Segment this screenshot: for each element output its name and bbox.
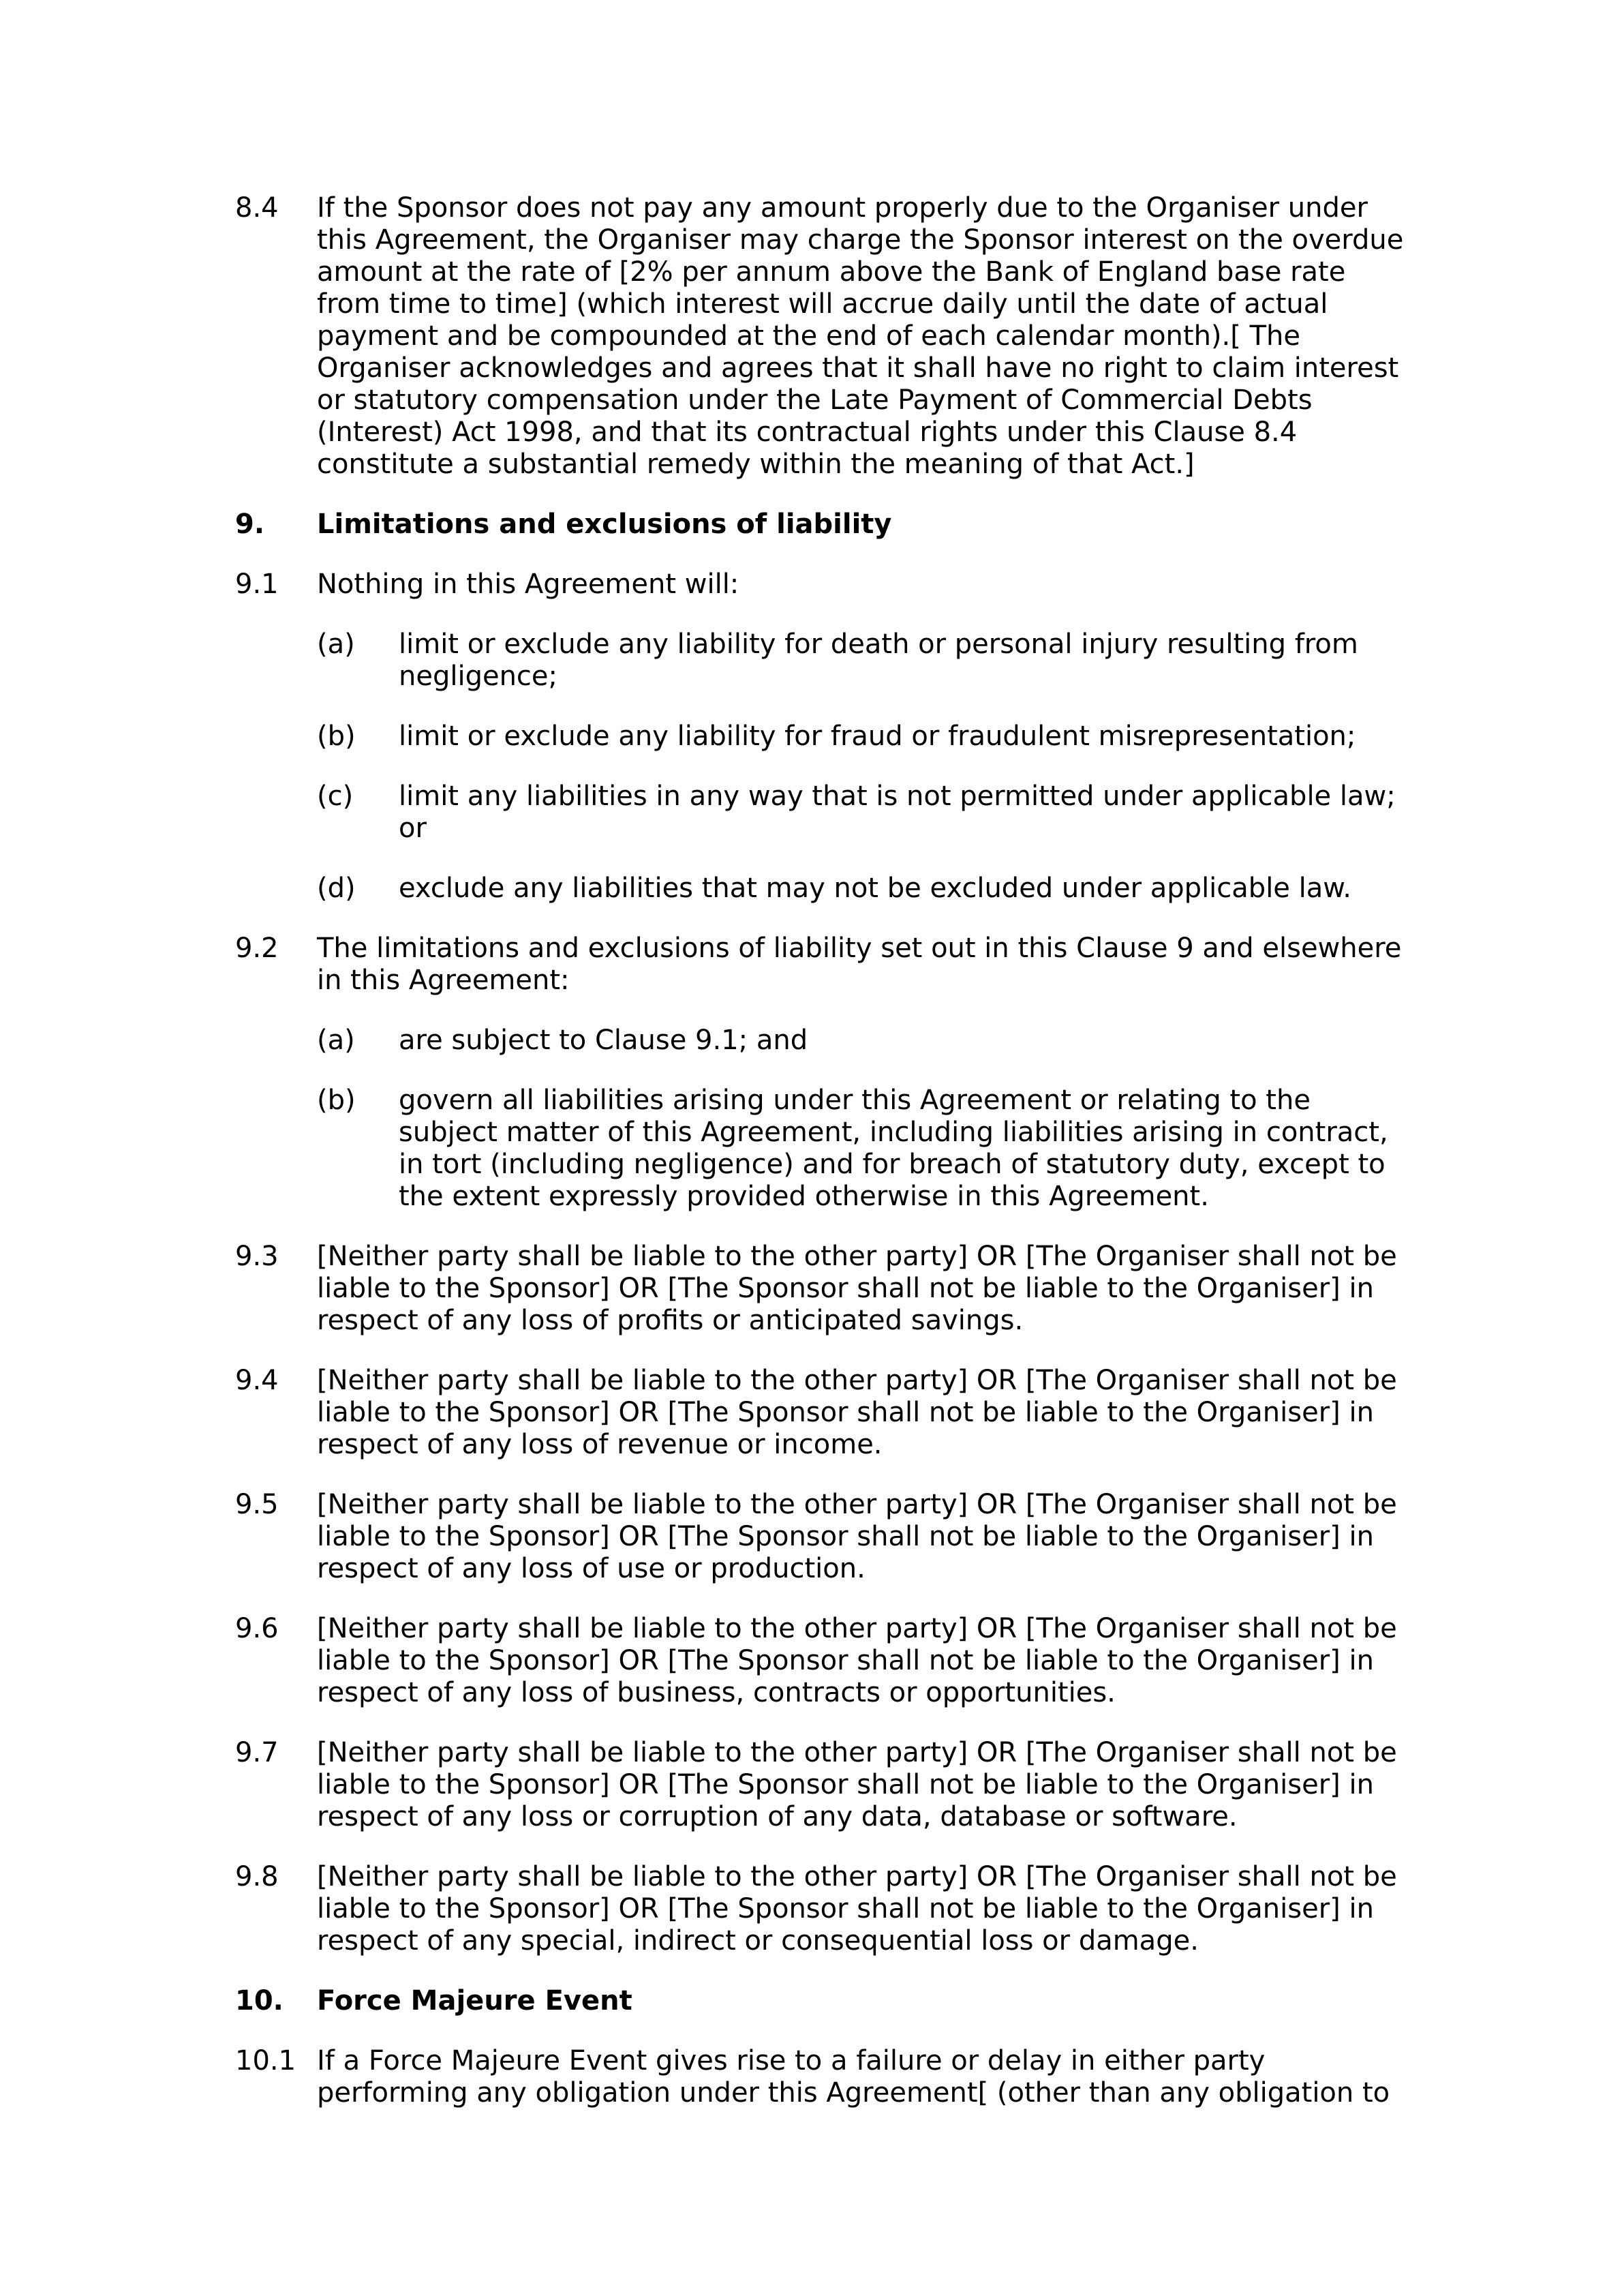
subclause-9-2-b [317,1085,1407,1213]
section-number: 10. [235,1985,284,2016]
clause-9-1 [235,569,1407,601]
clause-text: Nothing in this Agreement will: [317,569,739,600]
section-heading-10 [235,1985,1407,2017]
clause-number: 9.1 [235,569,279,600]
clause-text: [Neither party shall be liable to the other party] OR [The Organiser shall not be liable to the Sponsor] OR [The Sponsor shall not be liable to the Organiser] in respect of any loss of revenue or income. [317,1365,1397,1460]
clause-9-6 [235,1613,1407,1709]
section-title: Limitations and exclusions of liability [317,509,892,540]
clause-text: [Neither party shall be liable to the other party] OR [The Organiser shall not be liable to the Sponsor] OR [The Sponsor shall not be liable to the Organiser] in respect of any loss of profits or anticipated savings. [317,1241,1397,1336]
subclause-9-1-c [317,781,1407,845]
clause-number: 9.3 [235,1241,279,1272]
clause-9-7 [235,1737,1407,1833]
subclause-text: govern all liabilities arising under this Agreement or relating to the subject matter of this Agreement, including liabilities arising in contract, in tort (including negligence) and for breach of statutory duty, except to the extent expressly provided otherwise in this Agreement. [399,1085,1388,1212]
subclause-letter: (a) [317,629,355,660]
clause-9-4 [235,1365,1407,1461]
clause-9-5 [235,1489,1407,1585]
subclause-letter: (b) [317,1085,356,1116]
subclause-text: are subject to Clause 9.1; and [399,1025,808,1056]
subclause-9-1-d [317,873,1407,905]
subclause-text: limit any liabilities in any way that is not permitted under applicable law; or [399,781,1396,844]
clause-number: 8.4 [235,192,279,224]
subclause-9-1-a [317,629,1407,693]
subclause-letter: (c) [317,781,354,812]
clause-text: If a Force Majeure Event gives rise to a failure or delay in either party performing any obligation under this Agreement[ (other than any obligation to [317,2045,1390,2109]
clause-number: 9.5 [235,1489,279,1520]
clause-text: The limitations and exclusions of liability set out in this Clause 9 and elsewhere in this Agreement: [317,933,1402,996]
subclause-9-2-a [317,1025,1407,1057]
clause-text: [Neither party shall be liable to the other party] OR [The Organiser shall not be liable to the Sponsor] OR [The Sponsor shall not be liable to the Organiser] in respect of any loss of business, contracts or opportunities. [317,1613,1397,1708]
clause-9-3 [235,1241,1407,1337]
section-title: Force Majeure Event [317,1985,632,2016]
section-heading-9 [235,509,1407,541]
clause-text: [Neither party shall be liable to the other party] OR [The Organiser shall not be liable to the Sponsor] OR [The Sponsor shall not be liable to the Organiser] in respect of any special, indirect or consequential loss or damage. [317,1861,1397,1957]
subclause-text: limit or exclude any liability for death or personal injury resulting from negligence; [399,629,1358,692]
subclause-9-1-b [317,721,1407,753]
clause-9-8 [235,1861,1407,1957]
clause-number: 9.4 [235,1365,279,1396]
clause-9-2 [235,933,1407,997]
clause-10-1 [235,2045,1407,2109]
section-number: 9. [235,509,265,540]
subclause-letter: (d) [317,873,356,904]
clause-text: If the Sponsor does not pay any amount properly due to the Organiser under this Agreement, the Organiser may charge the Sponsor interest on the overdue amount at the rate of [2% per annum above the Bank of England base rate from time to time] (which interest will accrue daily until the date of actual payment and be compounded at the end of each calendar month).[ The Organiser acknowledges and agrees that it shall have no right to claim interest or statutory compensation under the Late Payment of Commercial Debts (Interest) Act 1998, and that its contractual rights under this Clause 8.4 constitute a substantial remedy within the meaning of that Act.] [317,192,1404,480]
subclause-letter: (a) [317,1025,355,1056]
document-page [235,192,1407,2137]
clause-number: 10.1 [235,2045,296,2076]
clause-number: 9.8 [235,1861,279,1892]
clause-number: 9.2 [235,933,279,964]
subclause-letter: (b) [317,721,356,752]
clause-8-4 [235,192,1407,481]
clause-number: 9.7 [235,1737,279,1768]
subclause-text: limit or exclude any liability for fraud or fraudulent misrepresentation; [399,721,1356,752]
clause-number: 9.6 [235,1613,279,1644]
clause-text: [Neither party shall be liable to the other party] OR [The Organiser shall not be liable to the Sponsor] OR [The Sponsor shall not be liable to the Organiser] in respect of any loss of use or production. [317,1489,1397,1584]
clause-text: [Neither party shall be liable to the other party] OR [The Organiser shall not be liable to the Sponsor] OR [The Sponsor shall not be liable to the Organiser] in respect of any loss or corruption of any data, database or software. [317,1737,1397,1832]
subclause-text: exclude any liabilities that may not be excluded under applicable law. [399,873,1352,904]
